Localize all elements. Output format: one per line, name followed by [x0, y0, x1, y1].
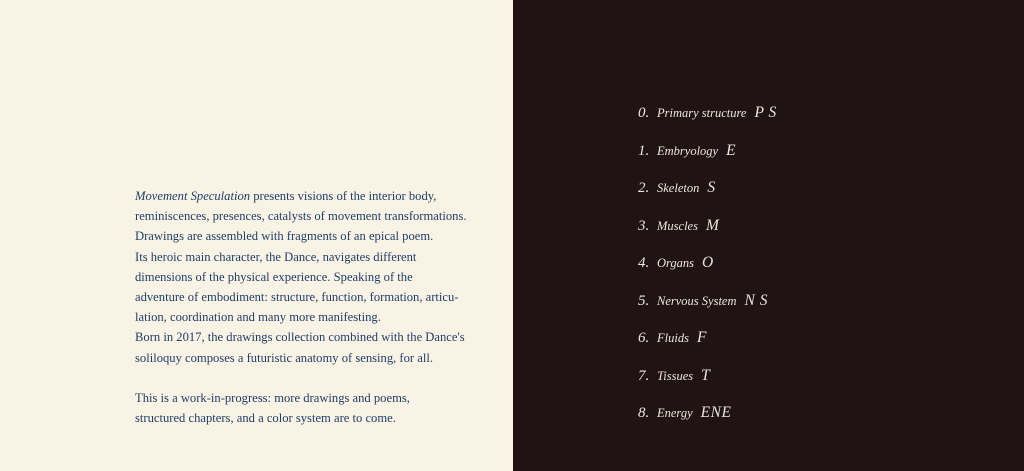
chapter-item-energy[interactable]: 8. Energy ENE: [638, 404, 732, 421]
chapter-list: [638, 104, 777, 442]
intro-line-2: reminiscences, presences, catalysts of movement transformations.: [135, 209, 467, 224]
chapter-item-embryology[interactable]: 1. Embryology E: [638, 141, 737, 159]
chapter-item-primary-structure[interactable]: 0. Primary structure P S: [638, 104, 777, 121]
intro-line-3: Drawings are assembled with fragments of an epical poem.: [135, 229, 434, 244]
intro-line-8: Born in 2017, the drawings collection combined with the Dance's: [135, 330, 465, 345]
intro-line-4: Its heroic main character, the Dance, navigates different: [135, 249, 417, 264]
intro-line-9: soliloquy composes a futuristic anatomy of sensing, for all.: [135, 350, 434, 365]
chapter-item-fluids[interactable]: 6. Fluids F: [638, 329, 707, 346]
intro-text: [135, 186, 495, 428]
intro-line-7: lation, coordination and many more manifesting.: [135, 310, 381, 325]
chapter-item-muscles[interactable]: 3. Muscles M: [638, 216, 720, 234]
intro-title: Movement Speculation: [135, 189, 251, 203]
intro-line-1: Movement Speculation presents visions of the interior body,: [135, 189, 437, 203]
chapter-item-organs[interactable]: 4. Organs O: [638, 254, 714, 271]
chapter-item-skeleton[interactable]: 2. Skeleton S: [638, 179, 716, 196]
note-line-1: This is a work-in-progress: more drawings and poems,: [135, 390, 410, 405]
intro-line-5: dimensions of the physical experience. Speaking of the: [135, 269, 413, 284]
intro-line-6: adventure of embodiment: structure, function, formation, articu-: [135, 290, 459, 305]
chapter-item-nervous-system[interactable]: 5. Nervous System N S: [638, 291, 768, 309]
note-line-2: structured chapters, and a color system are to come.: [135, 411, 396, 426]
paragraph-gap: [135, 368, 495, 388]
chapter-item-tissues[interactable]: 7. Tissues T: [638, 366, 711, 384]
